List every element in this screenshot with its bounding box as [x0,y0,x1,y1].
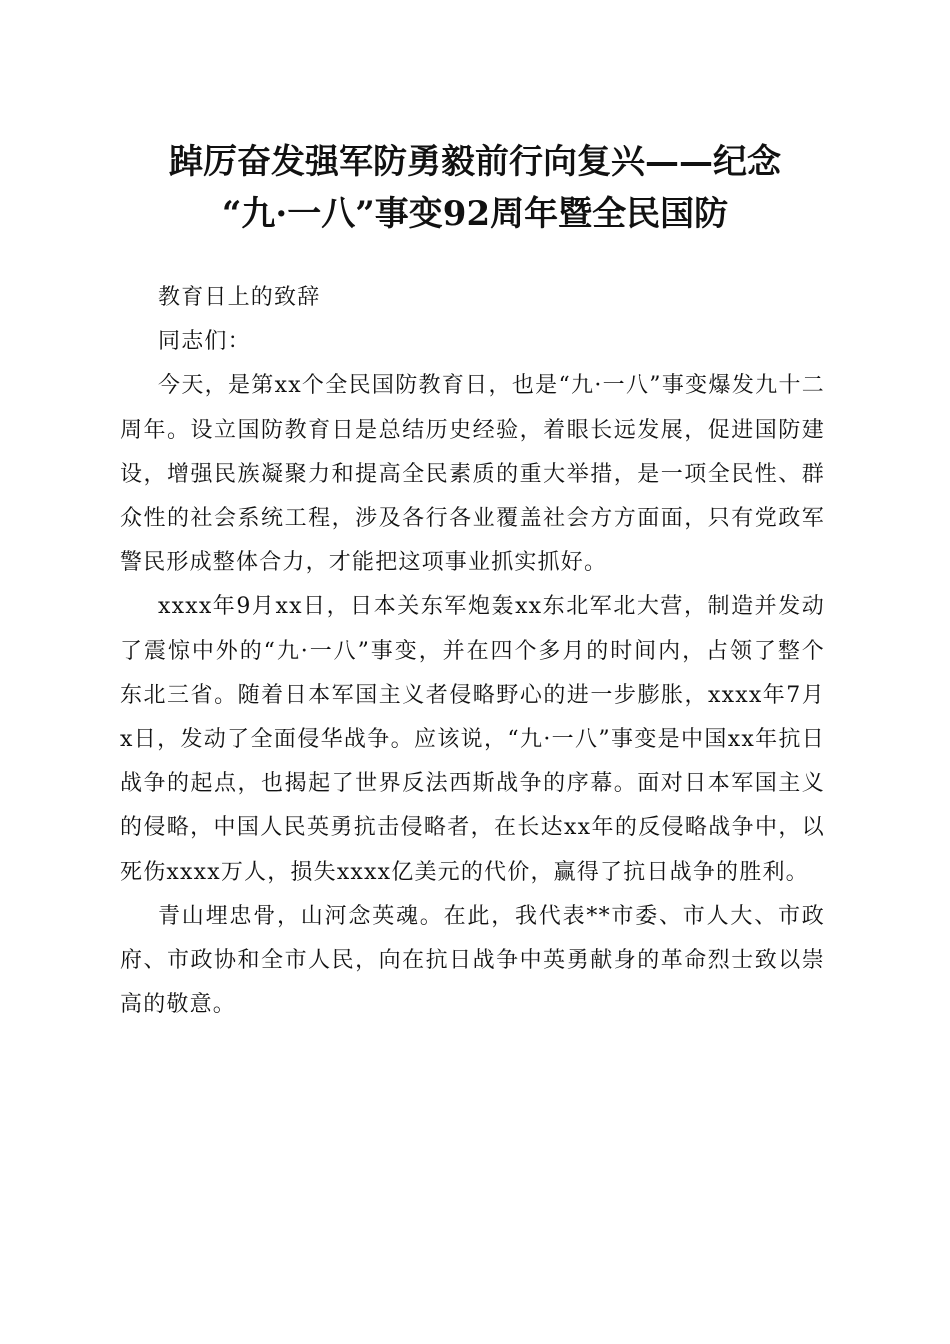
salutation: 同志们： [158,329,251,355]
document-body [120,276,825,1027]
document-title [120,136,830,240]
subtitle-line: 教育日上的致辞 [158,285,321,310]
paragraph-2: xxxx年9月xx日，日本关东军炮轰xx东北军北大营，制造并发动了震惊中外的“九·一八”事变，并在四个多月的时间内，占领了整个东北三省。随着日本军国主义者侵略野心的进一步膨胀，xxxx年7月x日，发动了全面侵华战争。应该说，“九·一八”事变是中国xx年抗日战争的起点，也揭起了世界反法西斯战争的序幕。面对日本军国主义的侵略，中国人民英勇抗击侵略者，在长达xx年的反侵略战争中，以死伤xxxx万人，损失xxxx亿美元的代价，赢得了抗日战争的胜利。 [120,594,825,885]
paragraph-3: 青山埋忠骨，山河念英魂。在此，我代表**市委、市人大、市政府、市政协和全市人民，向在抗日战争中英勇献身的革命烈士致以崇高的敬意。 [120,903,825,1018]
paragraph-1: 今天，是第xx个全民国防教育日，也是“九·一八”事变爆发九十二周年。设立国防教育日是总结历史经验，着眼长远发展，促进国防建设，增强民族凝聚力和提高全民素质的重大举措，是一项全民性、群众性的社会系统工程，涉及各行各业覆盖社会方方面面，只有党政军警民形成整体合力，才能把这项事业抓实抓好。 [120,373,825,576]
title-line-2: “九·一八”事变92周年暨全民国防 [221,194,729,234]
title-line-1: 踔厉奋发强军防勇毅前行向复兴——纪念 [169,142,781,182]
